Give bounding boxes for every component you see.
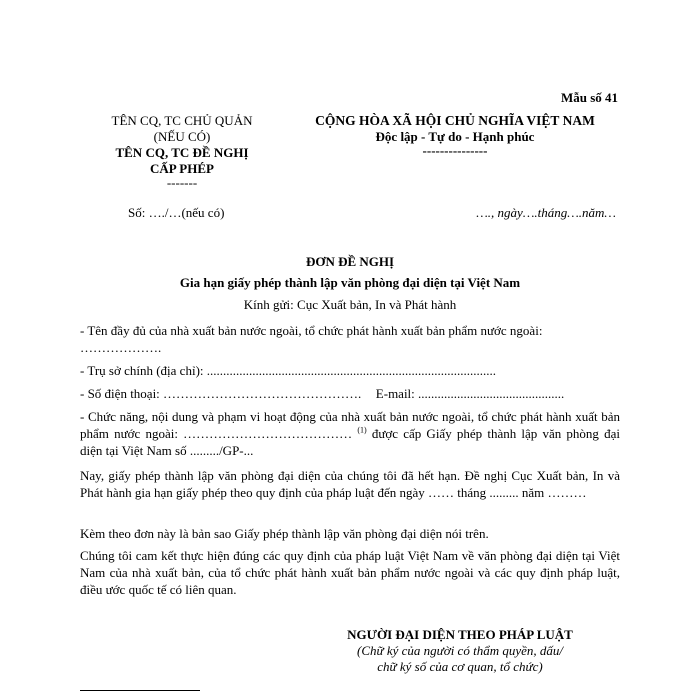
governing-agency-note: (NẾU CÓ): [153, 129, 211, 144]
email-label: E-mail: .............................................: [375, 386, 565, 401]
agency-block: [92, 113, 272, 189]
attachment-paragraph: Kèm theo đơn này là bản sao Giấy phép thành lập văn phòng đại diện nói trên.: [80, 526, 489, 541]
national-motto: Độc lập - Tự do - Hạnh phúc: [375, 129, 535, 144]
governing-agency-name: TÊN CQ, TC CHỦ QUẢN: [111, 113, 253, 128]
publisher-name-field: [80, 322, 620, 356]
legal-representative-title: NGƯỜI ĐẠI DIỆN THEO PHÁP LUẬT: [347, 627, 573, 642]
form-number: Mẫu số 41: [560, 90, 618, 105]
signature-note-line2: chữ ký số của cơ quan, tổ chức): [377, 659, 543, 674]
requesting-agency-name: TÊN CQ, TC ĐỀ NGHỊ: [115, 145, 249, 160]
national-title: CỘNG HÒA XÃ HỘI CHỦ NGHĨA VIỆT NAM: [315, 113, 595, 128]
document-subtitle: Gia hạn giấy phép thành lập văn phòng đại diện tại Việt Nam: [179, 275, 521, 290]
head-office-field: [80, 362, 620, 379]
national-header: [300, 113, 610, 157]
document-date: …., ngày….tháng….năm…: [476, 205, 616, 220]
function-text-part2: được cấp Giấy phép thành lập văn phòng đại diện tại Việt Nam số ........./GP-...: [80, 426, 620, 458]
requesting-agency-subtitle: CẤP PHÉP: [150, 161, 214, 176]
function-field: [80, 408, 620, 459]
document-title: ĐƠN ĐỀ NGHỊ: [305, 254, 395, 269]
recipient-line: Kính gửi: Cục Xuất bản, In và Phát hành: [243, 297, 457, 312]
publisher-name-label: - Tên đầy đủ của nhà xuất bản nước ngoài, tổ chức phát hành xuất bản phẩm nước ngoài:: [80, 323, 543, 338]
publisher-name-dots: ……………….: [80, 340, 162, 355]
signature-note-line1: (Chữ ký của người có thẩm quyền, dấu/: [357, 643, 563, 658]
motto-divider: ---------------: [422, 143, 488, 158]
extension-request-paragraph: Nay, giấy phép thành lập văn phòng đại diện của chúng tôi đã hết hạn. Đề nghị Cục Xuất bản, In và Phát hành gia hạn giấy phép theo quy định của pháp luật đến ngày …… tháng ......... năm ………: [80, 468, 620, 500]
footnote-separator: [80, 690, 200, 691]
phone-email-field: [80, 385, 620, 402]
signature-block: [330, 627, 590, 675]
phone-label: - Số điện thoại: ……………………………………….: [80, 386, 362, 401]
agency-divider: -------: [166, 175, 198, 190]
commitment-paragraph: Chúng tôi cam kết thực hiện đúng các quy định của pháp luật Việt Nam về văn phòng đại diện tại Việt Nam của nhà xuất bản, của tổ chức phát hành xuất bản phẩm nước ngoài và các quy định pháp luật, điều ước quốc tế có liên quan.: [80, 548, 620, 597]
document-number: Số: …./…(nếu có): [128, 205, 225, 220]
function-text-part1: - Chức năng, nội dung và phạm vi hoạt động của nhà xuất bản nước ngoài, tổ chức phát hành xuất bản phẩm nước ngoài: …………………………………: [80, 409, 620, 441]
head-office-label: - Trụ sở chính (địa chỉ): .........................................................................................: [80, 363, 497, 378]
footnote-marker: (1): [357, 425, 367, 435]
